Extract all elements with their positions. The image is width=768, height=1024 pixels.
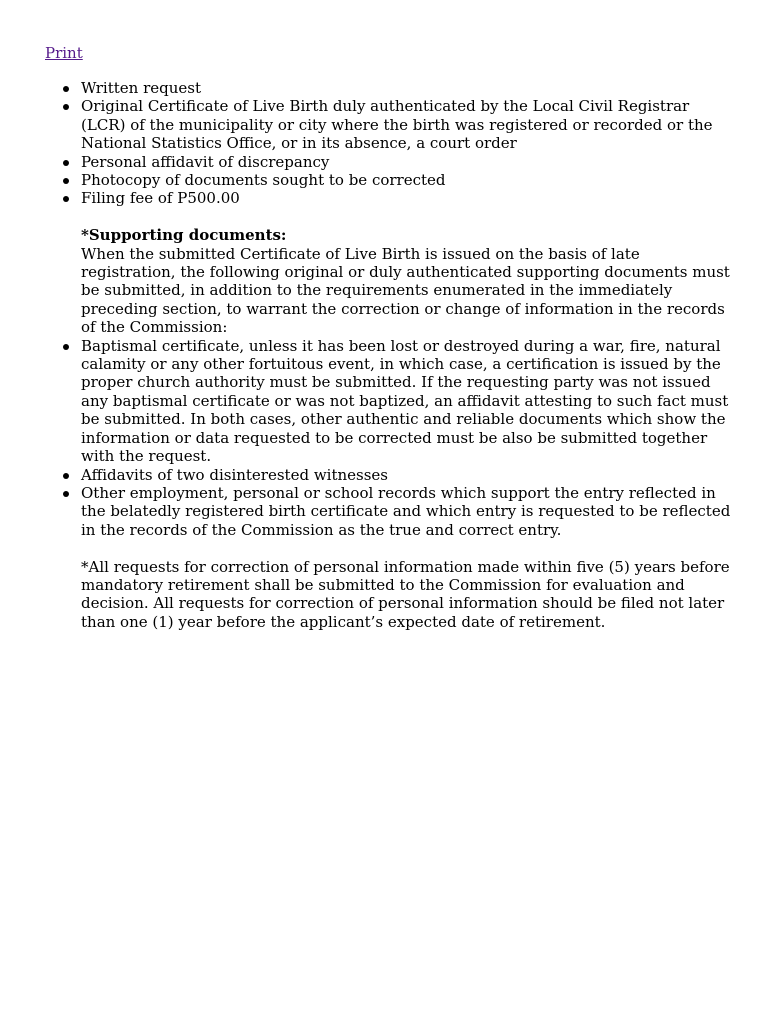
supporting-item-text: Other employment, personal or school records which support the entry reflected in the belatedly registered birth certificate and which entry is requested to be reflected in the records of the Commission as the true and correct entry.: [81, 483, 731, 539]
bullet-icon: [63, 86, 69, 92]
spacer: [81, 539, 731, 557]
bullet-icon: [63, 473, 69, 479]
bullet-icon: [63, 491, 69, 497]
list-item: [81, 337, 731, 466]
supporting-item-text: Baptismal certificate, unless it has been lost or destroyed during a war, fire, natural calamity or any other fortuitous event, in which case, a certification is issued by the proper church authority must be submitted. If the requesting party was not issued any baptismal certificate or was not baptized, an affidavit attesting to such fact must be submitted. In both cases, other authentic and reliable documents which show the information or data requested to be corrected must be also be submitted together with the request.: [81, 336, 729, 466]
list-item: [81, 466, 731, 484]
bullet-icon: [63, 178, 69, 184]
bullet-icon: [63, 160, 69, 166]
bullet-icon: [63, 344, 69, 350]
list-item: [81, 189, 731, 207]
supporting-intro: When the submitted Certificate of Live Birth is issued on the basis of late registration, the following original or duly authenticated supporting documents must be submitted, in addition to the requirements enumerated in the immediately preceding section, to warrant the correction or change of information in the records of the Commission:: [81, 244, 730, 337]
print-link[interactable]: Print: [45, 44, 83, 62]
bullet-icon: [63, 196, 69, 202]
bullet-icon: [63, 104, 69, 110]
list-item: [81, 153, 731, 171]
list-item: [81, 484, 731, 539]
spacer: [81, 208, 731, 226]
requirement-text: Personal affidavit of discrepancy: [81, 152, 330, 171]
list-item: [81, 97, 731, 152]
supporting-item-text: Affidavits of two disinterested witnesses: [81, 465, 389, 484]
list-item: [81, 79, 731, 97]
requirements-content: [81, 79, 731, 631]
requirement-text: Original Certificate of Live Birth duly authenticated by the Local Civil Registrar (LCR) of the municipality or city where the birth was registered or recorded or the National Statistics Office, or in its absence, a court order: [81, 97, 713, 153]
requirement-text: Photocopy of documents sought to be corrected: [81, 171, 446, 190]
supporting-heading: *Supporting documents:: [81, 226, 287, 245]
footnote: *All requests for correction of personal information made within five (5) years before mandatory retirement shall be submitted to the Commission for evaluation and decision. All requests for correction of personal information should be filed not later than one (1) year before the applicant’s expected date of retirement.: [81, 557, 730, 631]
list-item: [81, 171, 731, 189]
requirement-text: Written request: [81, 79, 201, 97]
requirement-text: Filing fee of P500.00: [81, 189, 240, 208]
